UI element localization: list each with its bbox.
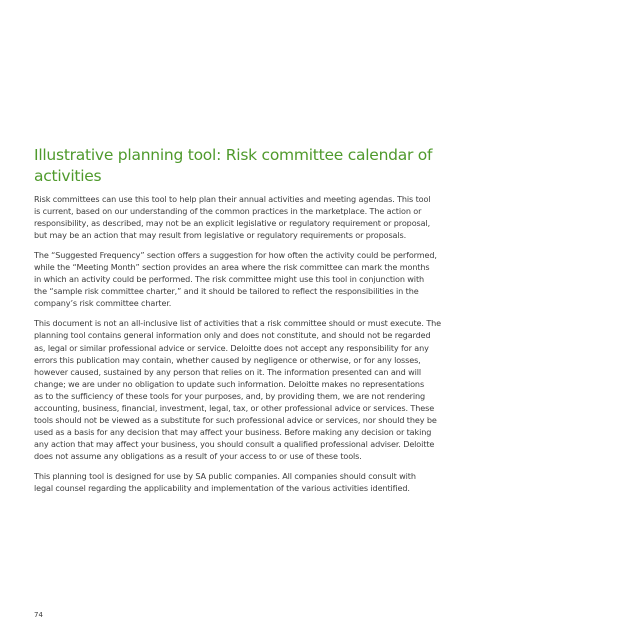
- body-text: [34, 193, 484, 502]
- text-line: used as a basis for any decision that may affect your business. Before making any decision or taking: [34, 426, 432, 437]
- text-line: the “sample risk committee charter,” and it should be tailored to reflect the responsibilities in the: [34, 286, 419, 297]
- paragraph-usage: [34, 470, 484, 494]
- text-line: This document is not an all-inclusive list of activities that a risk committee should or must execute. The: [34, 318, 442, 329]
- text-line: any action that may affect your business, you should consult a qualified professional adviser. Deloitte: [34, 438, 435, 449]
- text-line: planning tool contains general information only and does not constitute, and should not be regarded: [34, 330, 431, 341]
- page-title: Illustrative planning tool: Risk committee calendar of activities: [34, 146, 433, 185]
- paragraph-intro: [34, 193, 484, 241]
- page-number: 74: [34, 611, 43, 619]
- text-line: however caused, sustained by any person that relies on it. The information presented can and will: [34, 366, 422, 377]
- text-line: as, legal or similar professional advice or service. Deloitte does not accept any responsibility for any: [34, 342, 429, 353]
- text-line: company’s risk committee charter.: [34, 298, 172, 309]
- text-line: tools should not be viewed as a substitute for such professional advice or services, nor should they be: [34, 414, 437, 425]
- text-line: while the “Meeting Month” section provides an area where the risk committee can mark the months: [34, 262, 430, 273]
- text-line: is current, based on our understanding of the common practices in the marketplace. The action or: [34, 206, 422, 217]
- text-line: but may be an action that may result from legislative or regulatory requirements or proposals.: [34, 230, 407, 241]
- text-line: errors this publication may contain, whether caused by negligence or otherwise, or for any losses,: [34, 354, 421, 365]
- text-line: in which an activity could be performed. The risk committee might use this tool in conjunction with: [34, 274, 425, 285]
- text-line: change; we are under no obligation to update such information. Deloitte makes no representations: [34, 378, 425, 389]
- paragraph-frequency: [34, 249, 484, 309]
- text-line: as to the sufficiency of these tools for your purposes, and, by providing them, we are not rendering: [34, 390, 426, 401]
- text-line: The “Suggested Frequency” section offers a suggestion for how often the activity could be performed,: [34, 250, 437, 261]
- text-line: legal counsel regarding the applicability and implementation of the various activities identified.: [34, 483, 410, 494]
- text-line: accounting, business, financial, investment, legal, tax, or other professional advice or services. These: [34, 402, 435, 413]
- paragraph-disclaimer: [34, 317, 484, 462]
- text-line: Risk committees can use this tool to help plan their annual activities and meeting agendas. This tool: [34, 194, 431, 204]
- text-line: does not assume any obligations as a result of your access to or use of these tools.: [34, 450, 362, 461]
- text-line: responsibility, as described, may not be an explicit legislative or regulatory requirement or proposal,: [34, 218, 431, 229]
- text-line: This planning tool is designed for use by SA public companies. All companies should consult with: [34, 470, 416, 481]
